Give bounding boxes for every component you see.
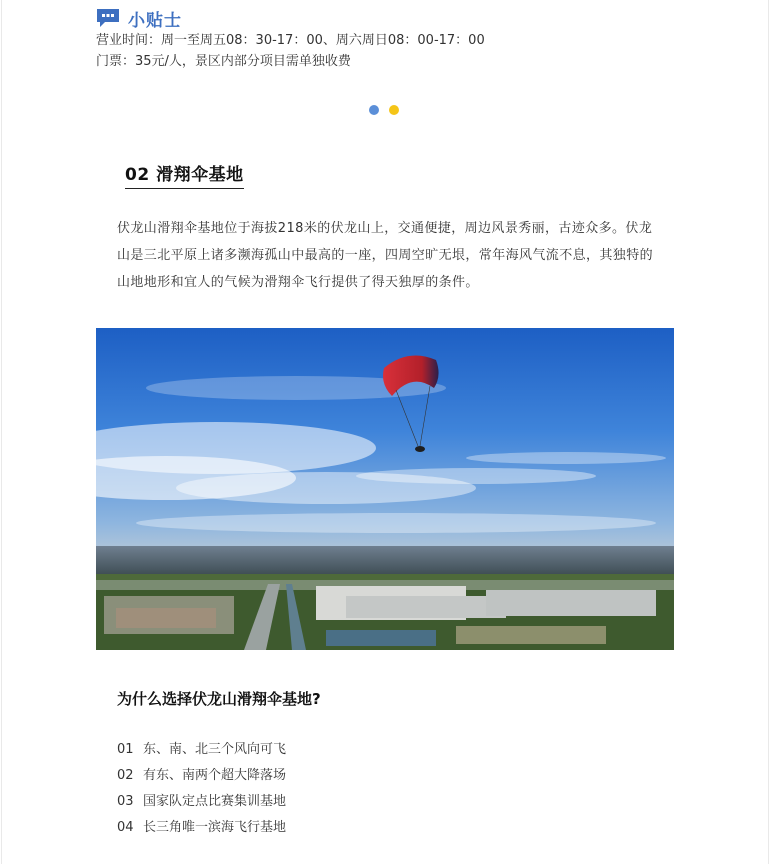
why-choose-heading: 为什么选择伏龙山滑翔伞基地? xyxy=(117,690,321,708)
paragliding-photo xyxy=(96,328,674,650)
carousel-dots xyxy=(369,105,399,115)
right-edge xyxy=(768,0,769,864)
chat-bubble-icon xyxy=(96,8,120,28)
carousel-dot-2[interactable] xyxy=(389,105,399,115)
list-item-number: 02 xyxy=(117,768,134,783)
tips-title: 小贴士 xyxy=(128,10,182,31)
list-item-number: 04 xyxy=(117,820,134,835)
list-item-text: 长三角唯一滨海飞行基地 xyxy=(143,820,287,835)
list-item-number: 01 xyxy=(117,742,134,757)
section-title xyxy=(125,160,244,189)
tips-header xyxy=(96,6,676,30)
list-item-number: 03 xyxy=(117,794,134,809)
list-item-text: 有东、南两个超大降落场 xyxy=(143,768,287,783)
carousel-dot-1[interactable] xyxy=(369,105,379,115)
tips-box xyxy=(96,6,676,72)
section-intro: 伏龙山滑翔伞基地位于海拔218米的伏龙山上，交通便捷，周边风景秀丽，古迹众多。伏龙山是三北平原上诸多濒海孤山中最高的一座，四周空旷无垠，常年海风气流不息，其独特的山地地形和宜人的气候为滑翔伞飞行提供了得天独厚的条件。 xyxy=(117,221,654,290)
list-item xyxy=(117,815,286,841)
list-item xyxy=(117,737,286,763)
list-item xyxy=(117,763,286,789)
ticket-info: 门票：35元/人，景区内部分项目需单独收费 xyxy=(96,54,351,69)
opening-hours: 营业时间：周一至周五08：30-17：00、周六周日08：00-17：00 xyxy=(96,33,485,48)
section-title-text: 02 滑翔伞基地 xyxy=(125,165,244,185)
list-item xyxy=(117,789,286,815)
list-item-text: 东、南、北三个风向可飞 xyxy=(143,742,287,757)
reasons-list xyxy=(117,737,286,841)
left-edge xyxy=(1,0,2,864)
list-item-text: 国家队定点比赛集训基地 xyxy=(143,794,287,809)
